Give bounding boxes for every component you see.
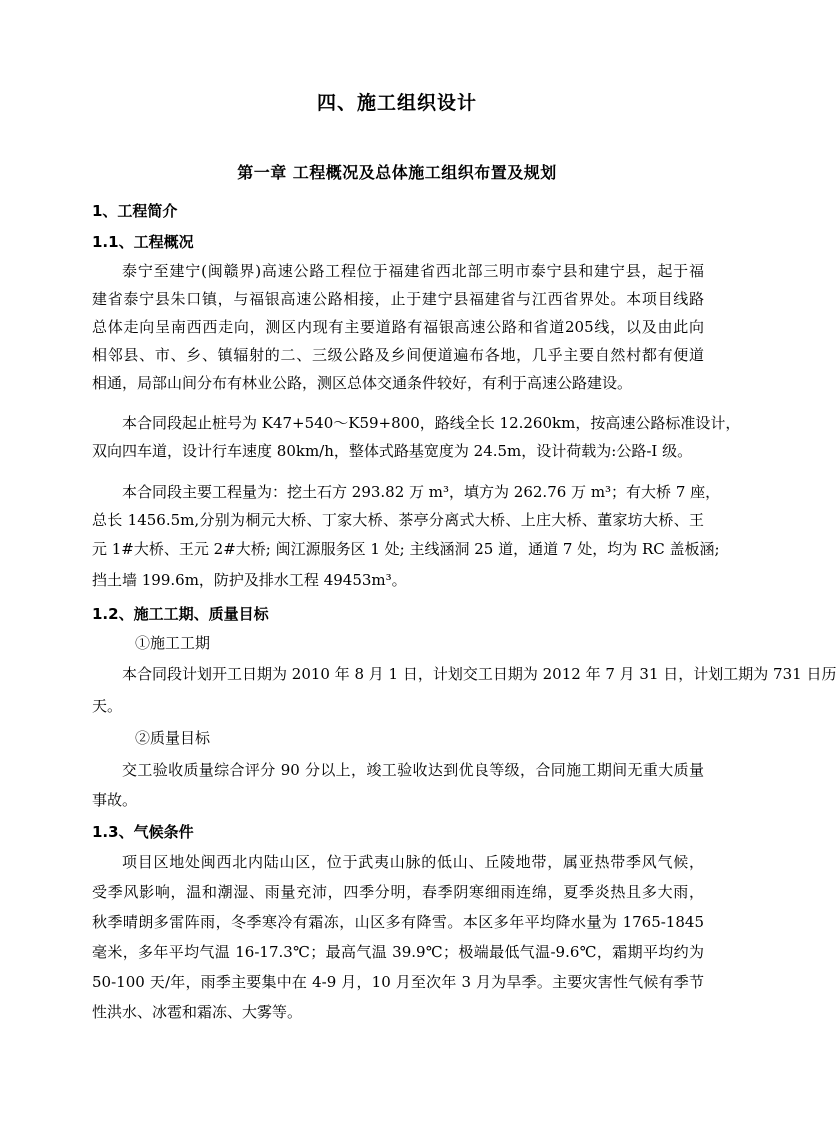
paragraph-line: 泰宁至建宁(闽赣界)高速公路工程位于福建省西北部三明市泰宁县和建宁县，起于福 [122,262,704,280]
paragraph-line: 天。 [92,697,123,715]
paragraph-line: 本合同段计划开工日期为 2010 年 8 月 1 日，计划交工日期为 2012 年 7 月 31 日，计划工期为 731 日历 [122,665,836,683]
sub-heading: ①施工工期 [135,634,211,652]
section-heading-1-1: 1.1、工程概况 [92,233,194,251]
paragraph-line: 性洪水、冰雹和霜冻、大雾等。 [92,1003,303,1021]
paragraph-line: 受季风影响，温和潮湿、雨量充沛，四季分明，春季阴寒细雨连绵，夏季炎热且多大雨， [92,883,704,901]
paragraph-line: 双向四车道，设计行车速度 80km/h，整体式路基宽度为 24.5m，设计荷载为:公路-I 级。 [92,442,693,460]
paragraph-line: 50-100 天/年，雨季主要集中在 4-9 月，10 月至次年 3 月为旱季。主要灾害性气候有季节 [92,973,704,991]
paragraph-line: 元 1#大桥、王元 2#大桥; 闽江源服务区 1 处; 主线涵洞 25 道，通道 7 处，均为 RC 盖板涵; [92,540,720,558]
paragraph-line: 项目区地处闽西北内陆山区，位于武夷山脉的低山、丘陵地带，属亚热带季风气候， [122,853,704,871]
section-heading-1-3: 1.3、气候条件 [92,823,194,841]
paragraph-line: 总长 1456.5m,分别为桐元大桥、丁家大桥、茶亭分离式大桥、上庄大桥、董家坊大桥、王 [92,511,704,529]
sub-heading: ②质量目标 [135,729,211,747]
document-title: 四、施工组织设计 [316,92,477,114]
paragraph-line: 相邻县、市、乡、镇辐射的二、三级公路及乡间便道遍布各地，几乎主要自然村都有便道 [92,346,704,364]
paragraph-line: 相通，局部山间分布有林业公路，测区总体交通条件较好，有利于高速公路建设。 [92,374,633,392]
paragraph-line: 秋季晴朗多雷阵雨，冬季寒冷有霜冻，山区多有降雪。本区多年平均降水量为 1765-1845 [92,913,704,931]
paragraph-line: 交工验收质量综合评分 90 分以上，竣工验收达到优良等级，合同施工期间无重大质量 [122,761,704,779]
chapter-heading: 第一章 工程概况及总体施工组织布置及规划 [237,163,557,182]
paragraph-line: 本合同段起止桩号为 K47+540～K59+800，路线全长 12.260km，按高速公路标准设计， [122,414,741,432]
paragraph-line: 总体走向呈南西西走向，测区内现有主要道路有福银高速公路和省道205线，以及由此向 [92,318,704,336]
paragraph-line: 挡土墙 199.6m，防护及排水工程 49453m³。 [92,571,407,589]
paragraph-line: 毫米，多年平均气温 16-17.3℃；最高气温 39.9℃；极端最低气温-9.6℃，霜期平均约为 [92,943,704,961]
paragraph-line: 事故。 [92,791,138,809]
paragraph-line: 本合同段主要工程量为：挖土石方 293.82 万 m³，填方为 262.76 万 m³；有大桥 7 座， [122,483,721,501]
section-heading-1-2: 1.2、施工工期、质量目标 [92,605,269,623]
section-heading-1: 1、工程简介 [92,202,178,220]
paragraph-line: 建省泰宁县朱口镇，与福银高速公路相接，止于建宁县福建省与江西省界处。本项目线路 [92,290,704,308]
